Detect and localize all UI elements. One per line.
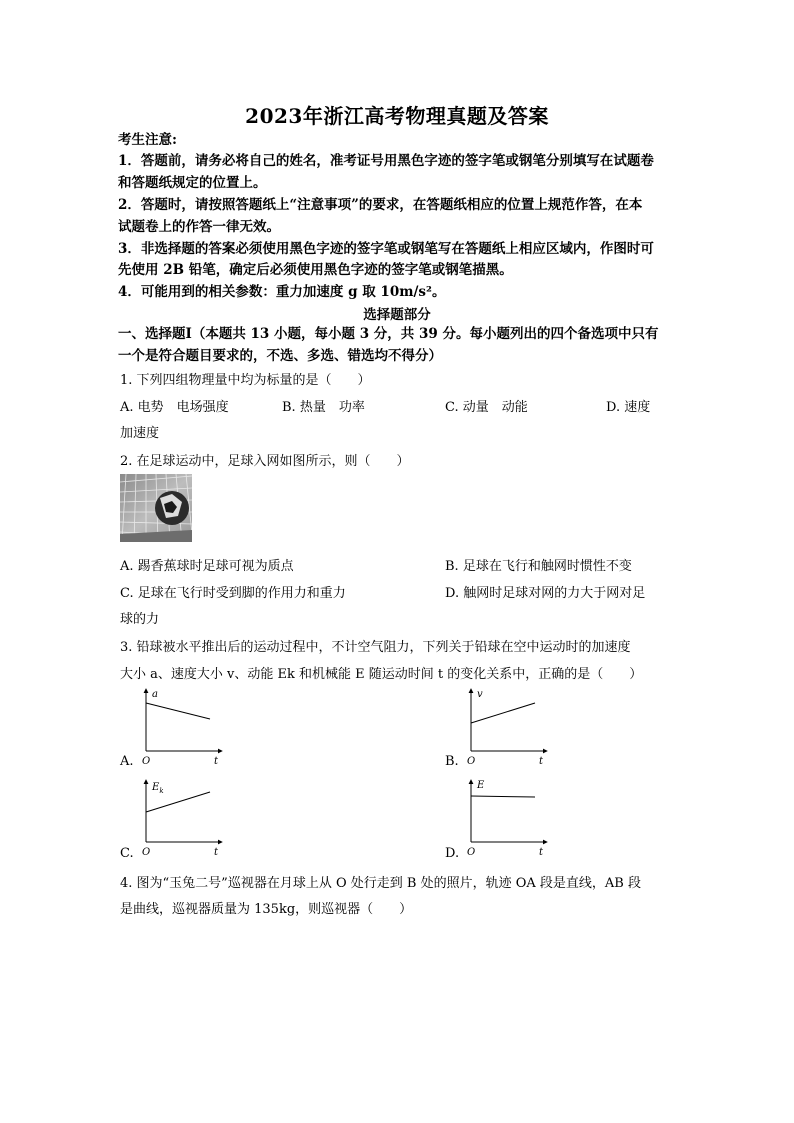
q1-option-b: B. 热量 功率: [282, 400, 365, 415]
x-axis-label: t: [214, 756, 219, 767]
graph-c: [138, 776, 228, 858]
graph-c-line: [146, 792, 210, 812]
question-1-stem: 1. 下列四组物理量中均为标量的是（ ）: [120, 373, 371, 388]
notice-line: 1．答题前，请务必将自己的姓名，准考证号用黑色字迹的签字笔或钢笔分别填写在试题卷: [118, 153, 654, 169]
q1-option-d: D. 速度: [606, 400, 651, 415]
q2-option-a: A. 踢香蕉球时足球可视为质点: [120, 559, 294, 574]
question-4-stem: 4. 图为“玉兔二号”巡视器在月球上从 O 处行走到 B 处的照片，轨迹 OA 段是直线，AB 段: [120, 876, 641, 891]
x-axis-label: t: [214, 847, 219, 858]
q3-option-c-label: C.: [120, 846, 134, 861]
y-axis-label: $E_k$: [152, 782, 164, 795]
graph-a-line: [146, 703, 210, 719]
q1-option-c: C. 动量 动能: [445, 400, 528, 415]
q2-option-c: C. 足球在飞行时受到脚的作用力和重力: [120, 586, 346, 601]
section-intro-line: 一、选择题Ⅰ（本题共 13 小题，每小题 3 分，共 39 分。每小题列出的四个备选项中只有: [118, 326, 659, 342]
graph-b-line: [471, 703, 535, 723]
origin-label: O: [467, 847, 476, 858]
soccer-net-image: [120, 474, 192, 542]
y-axis-label: E: [477, 780, 485, 791]
q3-option-a-label: A.: [120, 754, 134, 769]
origin-label: O: [142, 847, 151, 858]
x-axis-label: t: [539, 756, 544, 767]
graph-b: [463, 685, 553, 767]
q2-option-b: B. 足球在飞行和触网时惯性不变: [445, 559, 632, 574]
page-title: 2023年浙江高考物理真题及答案: [245, 104, 549, 128]
notice-line: 先使用 2B 铅笔，确定后必须使用黑色字迹的签字笔或钢笔描黑。: [118, 262, 513, 278]
notice-line: 和答题纸规定的位置上。: [118, 175, 267, 191]
notice-line: 3．非选择题的答案必须使用黑色字迹的签字笔或钢笔写在答题纸上相应区域内，作图时可: [118, 241, 654, 257]
question-3-stem: 大小 a、速度大小 v、动能 Ek 和机械能 E 随运动时间 t 的变化关系中，正确的是（ ）: [120, 667, 643, 682]
notice-heading: 考生注意:: [118, 132, 177, 148]
q2-option-d-wrap: 球的力: [120, 612, 160, 627]
notice-line: 试题卷上的作答一律无效。: [118, 219, 280, 235]
notice-line: 2．答题时，请按照答题纸上“注意事项”的要求，在答题纸相应的位置上规范作答，在本: [118, 197, 643, 213]
section-title: 选择题部分: [363, 307, 431, 323]
origin-label: O: [467, 756, 476, 767]
graph-a: [138, 685, 228, 767]
q1-option-d-wrap: 加速度: [120, 426, 160, 441]
origin-label: O: [142, 756, 151, 767]
question-4-stem: 是曲线，巡视器质量为 135kg，则巡视器（ ）: [120, 902, 413, 917]
question-3-stem: 3. 铅球被水平推出后的运动过程中，不计空气阻力，下列关于铅球在空中运动时的加速度: [120, 640, 631, 655]
question-2-stem: 2. 在足球运动中，足球入网如图所示，则（ ）: [120, 454, 410, 469]
q3-option-d-label: D.: [445, 846, 460, 861]
q1-option-a: A. 电势 电场强度: [120, 400, 229, 415]
q2-option-d: D. 触网时足球对网的力大于网对足: [445, 586, 646, 601]
x-axis-label: t: [539, 847, 544, 858]
y-axis-label: a: [152, 689, 158, 700]
graph-d: [463, 776, 553, 858]
y-axis-label: v: [477, 689, 483, 700]
notice-line: 4．可能用到的相关参数：重力加速度 g 取 10m/s²。: [118, 284, 446, 300]
section-intro-line: 一个是符合题目要求的，不选、多选、错选均不得分）: [118, 348, 442, 364]
soccer-goal-photo: [120, 474, 192, 542]
q3-option-b-label: B.: [445, 754, 459, 769]
graph-d-line: [471, 796, 535, 797]
